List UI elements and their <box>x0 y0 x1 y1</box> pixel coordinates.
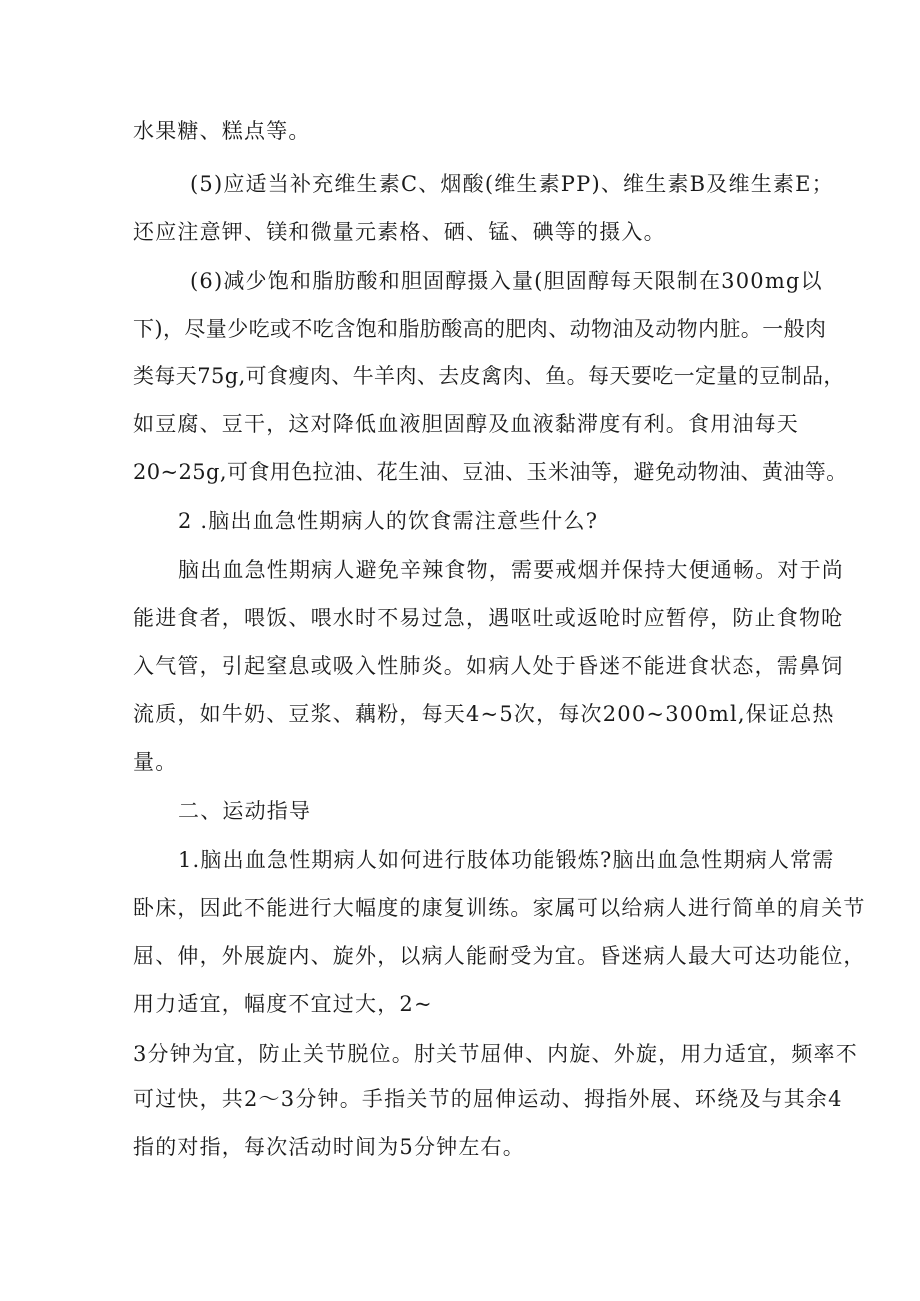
text-line-19: 用力适宜，幅度不宜过大，2~ <box>133 992 433 1016</box>
text-line-1: 水果糖、糕点等。 <box>133 119 311 143</box>
text-line-7: 如豆腐、豆干，这对降低血液胆固醇及血液黏滞度有利。食用油每天 <box>133 412 799 436</box>
text-line-20: 3分钟为宜，防止关节脱位。肘关节屈伸、内旋、外旋，用力适宜，频率不 <box>133 1042 858 1066</box>
text-line-8: 20~25g,可食用色拉油、花生油、豆油、玉米油等，避免动物油、黄油等。 <box>133 460 848 484</box>
text-line-18: 屈、伸，外展旋内、旋外，以病人能耐受为宜。昏迷病人最大可达功能位， <box>133 944 866 968</box>
text-line-5: 下)，尽量少吃或不吃含饱和脂肪酸高的肥肉、动物油及动物内脏。一般肉 <box>133 317 827 341</box>
text-line-3: 还应注意钾、镁和微量元素格、硒、锰、碘等的摄入。 <box>133 220 666 244</box>
text-line-22: 指的对指，每次活动时间为5分钟左右。 <box>133 1135 525 1159</box>
text-line-14: 量。 <box>133 750 178 774</box>
text-line-2: (5)应适当补充维生素C、烟酸(维生素PP)、维生素B及维生素E； <box>190 172 834 196</box>
text-line-13: 流质，如牛奶、豆浆、藕粉，每天4~5次，每次200~300ml,保证总热 <box>133 702 835 726</box>
question-heading-2: 2 .脑出血急性期病人的饮食需注意些什么? <box>178 509 599 533</box>
text-line-21: 可过快，共2～3分钟。手指关节的屈伸运动、拇指外展、环绕及与其余4 <box>133 1087 843 1111</box>
text-line-6: 类每天75g,可食瘦肉、牛羊肉、去皮禽肉、鱼。每天要吃一定量的豆制品， <box>133 364 845 388</box>
text-line-4: (6)减少饱和脂肪酸和胆固醇摄入量(胆固醇每天限制在300mg以 <box>190 269 823 293</box>
text-line-17: 卧床，因此不能进行大幅度的康复训练。家属可以给病人进行简单的肩关节 <box>133 896 866 920</box>
text-line-12: 入气管，引起窒息或吸入性肺炎。如病人处于昏迷不能进食状态，需鼻饲 <box>133 654 844 678</box>
text-line-16: 1.脑出血急性期病人如何进行肢体功能锻炼?脑出血急性期病人常需 <box>178 848 835 872</box>
section-heading-exercise: 二、运动指导 <box>178 799 312 823</box>
text-line-11: 能进食者，喂饭、喂水时不易过急，遇呕吐或返呛时应暂停，防止食物呛 <box>133 606 844 630</box>
text-line-10: 脑出血急性期病人避免辛辣食物，需要戒烟并保持大便通畅。对于尚 <box>178 558 844 582</box>
